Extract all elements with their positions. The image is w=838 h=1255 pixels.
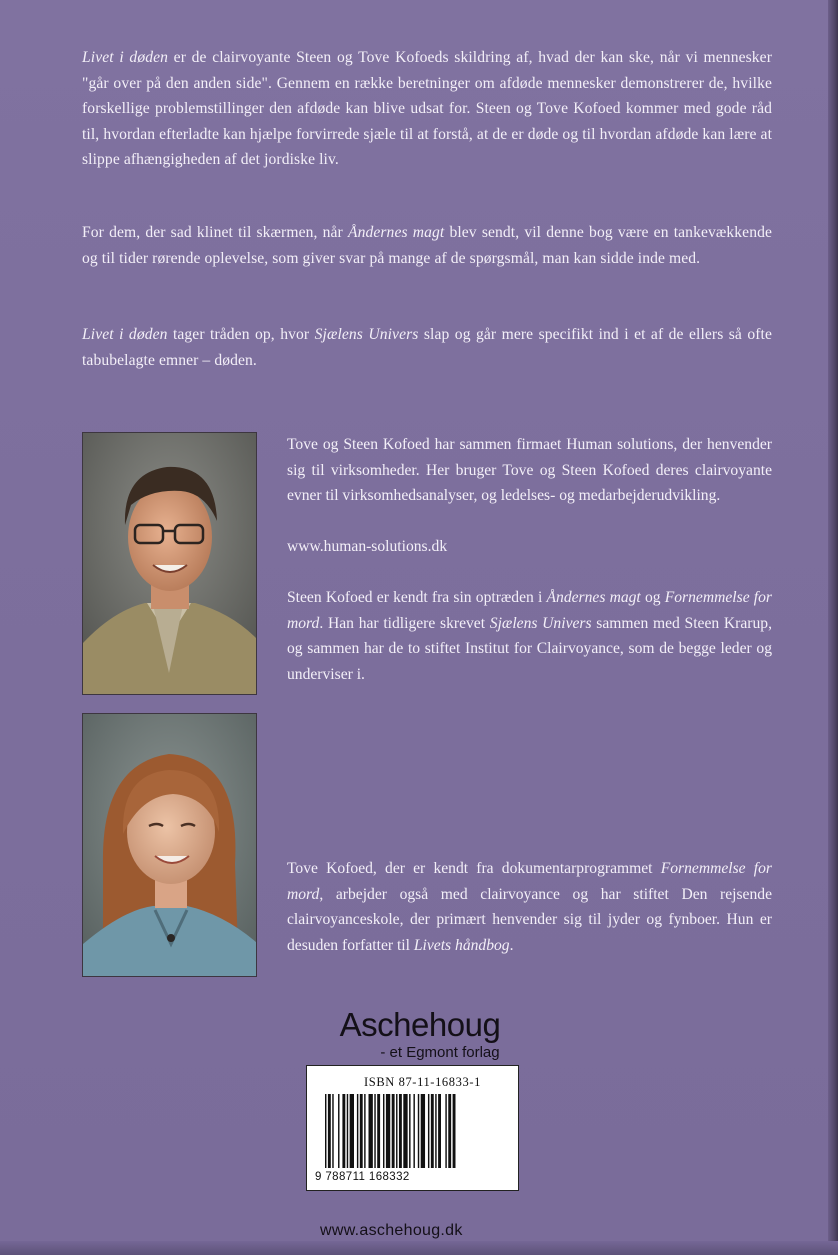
barcode-bar — [383, 1094, 384, 1168]
barcode-bar — [431, 1094, 434, 1168]
tv-show-title: Åndernes magt — [546, 589, 641, 606]
intro-text: blev sendt, vil denne bog være en tankevækkende og til tider rørende oplevelse, som giver svar på mange af de spørgsmål, man kan sidde inde med. — [82, 224, 773, 267]
bio-text: , arbejder også med clairvoyance og har stiftet Den rejsende clairvoyanceskole, der primært henvender sig til jyder og fynboer. Hun er desuden forfatter til — [287, 885, 772, 954]
bio-tove — [287, 856, 772, 958]
barcode-bar — [360, 1094, 363, 1168]
tv-show-title: Fornemmelse for mord — [287, 589, 772, 632]
intro-paragraph-1 — [82, 45, 772, 173]
barcode-bar — [342, 1094, 345, 1168]
previous-book-title: Sjælens Univers — [314, 326, 419, 343]
barcode-bar — [350, 1094, 354, 1168]
barcode-bar — [338, 1094, 339, 1168]
barcode-bar — [364, 1094, 365, 1168]
bio-text: Steen Kofoed er kendt fra sin optræden i — [287, 589, 547, 606]
barcode-bar — [428, 1094, 429, 1168]
bio-text: Tove Kofoed, der er kendt fra dokumentarprogrammet — [287, 860, 661, 877]
barcode-bar — [403, 1094, 407, 1168]
barcode-bar — [445, 1094, 446, 1168]
barcode-bar — [347, 1094, 348, 1168]
intro-paragraph-3 — [82, 322, 772, 373]
bio-company: Tove og Steen Kofoed har sammen firmaet Human solutions, der henvender sig til virksomheder. Her bruger Tove og Steen Kofoed deres clairvoyante evner til virksomhedsanalyser, og ledelses- og medarbejderudvikling. — [287, 436, 772, 505]
barcode-digits: 9 788711 168332 — [315, 1171, 410, 1183]
barcode-bar — [453, 1094, 456, 1168]
tv-show-title: Fornemmelse for mord — [287, 860, 772, 903]
barcode-bar — [418, 1094, 419, 1168]
barcode-bar — [369, 1094, 373, 1168]
intro-text: er de clairvoyante Steen og Tove Kofoeds skildring af, hvad der kan ske, når vi mennesker "går over på den anden side". Gennem en række beretninger om afdøde mennesker demonstrerer de, hvilke forskellige problemstillinger den afdøde kan blive udsat for. Steen og Tove Kofoed kommer med gode råd til, hvordan efterladte kan hjælpe forvirrede sjæle til at forstå, at de er døde og til hvordan afdøde kan lære at slippe afhængigheden af det jordiske liv. — [82, 49, 772, 169]
tv-show-title: Åndernes magt — [347, 224, 445, 241]
company-website-link[interactable]: www.human-solutions.dk — [287, 538, 448, 555]
barcode-bar — [399, 1094, 402, 1168]
bio-text: . — [509, 936, 514, 954]
bio-text: sammen med Steen Krarup, og sammen har de to stiftet Institut for Clairvoyance, som de begge leder og underviser i. — [287, 614, 772, 683]
intro-text: tager tråden op, hvor — [167, 326, 315, 343]
publisher-subtitle: - et Egmont forlag — [380, 1044, 500, 1061]
book-title: Livet i døden — [82, 49, 169, 66]
barcode-bar — [325, 1094, 326, 1168]
previous-book-title: Sjælens Univers — [489, 614, 592, 632]
barcode-bar — [386, 1094, 390, 1168]
barcode-bar — [357, 1094, 358, 1168]
barcode-bar — [328, 1094, 331, 1168]
book-title: Livet i døden — [82, 326, 168, 343]
barcode-bar — [409, 1094, 410, 1168]
intro-text: For dem, der sad klinet til skærmen, når — [82, 224, 348, 241]
cover-edge-bottom — [0, 1241, 838, 1255]
barcode-bar — [413, 1094, 414, 1168]
cover-edge-right — [828, 0, 838, 1255]
barcode-label — [306, 1065, 519, 1191]
intro-paragraph-2 — [82, 220, 772, 271]
author-photo-tove — [82, 713, 257, 977]
isbn-text: ISBN 87-11-16833-1 — [364, 1075, 481, 1089]
barcode-bar — [396, 1094, 397, 1168]
bio-text: og — [640, 589, 665, 606]
barcode-bar — [438, 1094, 441, 1168]
publisher-name: Aschehoug — [339, 1006, 501, 1043]
barcode-bar — [435, 1094, 436, 1168]
barcode-bar — [392, 1094, 395, 1168]
intro-text: slap og går mere specifikt ind i et af de ellers så ofte tabubelagte emner – døden. — [82, 326, 773, 369]
author-photo-steen — [82, 432, 257, 695]
book-title: Livets håndbog — [413, 936, 510, 954]
bio-text: . Han har tidligere skrevet — [319, 614, 490, 632]
publisher-logo — [310, 1006, 530, 1062]
barcode-bar — [448, 1094, 451, 1168]
bio-steen — [287, 585, 772, 687]
barcode-bar — [332, 1094, 333, 1168]
barcode-bar — [377, 1094, 380, 1168]
barcode-bar — [374, 1094, 375, 1168]
barcode-bar — [421, 1094, 425, 1168]
publisher-website-link[interactable]: www.aschehoug.dk — [320, 1222, 463, 1239]
